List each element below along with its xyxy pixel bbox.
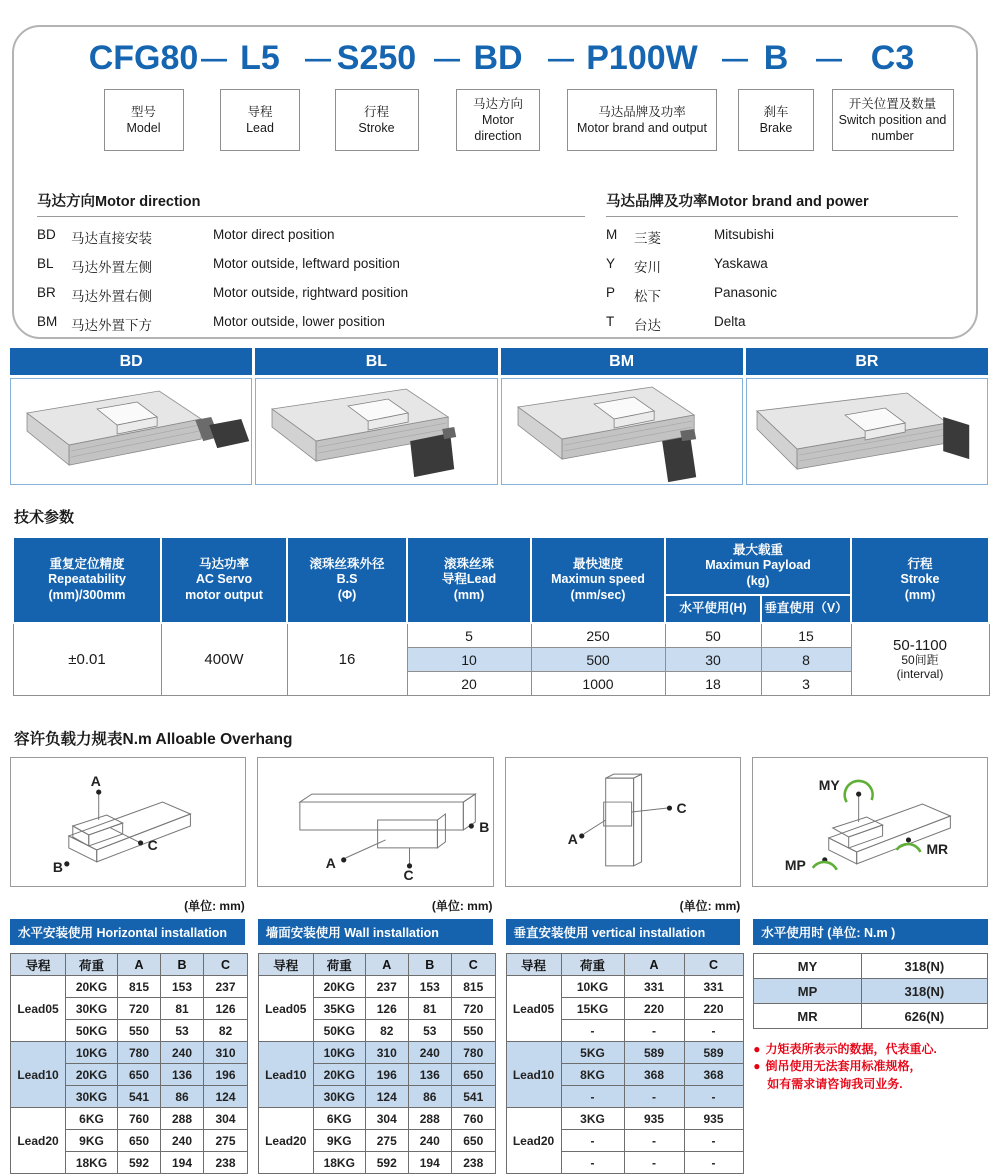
wall-install-column bbox=[258, 897, 493, 1174]
cell-moment-my: MY bbox=[754, 954, 862, 979]
cell: 196 bbox=[204, 1064, 248, 1086]
legend-zh: 行程 bbox=[363, 104, 389, 119]
cell: 126 bbox=[365, 998, 408, 1020]
brand-en: Mitsubishi bbox=[714, 227, 775, 242]
table-row bbox=[11, 1108, 248, 1130]
cell: 86 bbox=[408, 1086, 451, 1108]
unit-note: (单位: mm) bbox=[431, 899, 493, 913]
cell: 368 bbox=[624, 1064, 684, 1086]
model-dash: — bbox=[434, 43, 460, 73]
table-row bbox=[506, 1042, 743, 1064]
cell: 8KG bbox=[561, 1064, 624, 1086]
cell: 650 bbox=[451, 1130, 495, 1152]
brand-code: Y bbox=[606, 256, 616, 271]
lead-cell: Lead20 bbox=[11, 1108, 66, 1174]
overhang-diagram-vertical bbox=[505, 757, 741, 887]
cell: 650 bbox=[118, 1064, 161, 1086]
legend-zh: 马达方向 bbox=[472, 96, 523, 111]
cell: 541 bbox=[118, 1086, 161, 1108]
cell: - bbox=[684, 1086, 743, 1108]
legend-en: Motor brand and output bbox=[577, 121, 707, 135]
legend-box-lead bbox=[220, 89, 300, 151]
model-dash: — bbox=[816, 43, 842, 73]
diagram-label: C bbox=[403, 866, 414, 883]
bullet-icon: ● bbox=[753, 1059, 761, 1074]
cell: 720 bbox=[451, 998, 495, 1020]
cell: 550 bbox=[451, 1020, 495, 1042]
variant-bd bbox=[10, 348, 252, 485]
cell: 82 bbox=[204, 1020, 248, 1042]
table-row bbox=[11, 976, 248, 998]
cell: 35KG bbox=[313, 998, 365, 1020]
cell: 541 bbox=[451, 1086, 495, 1108]
cell-stroke: 50-1100 50间距 (interval) bbox=[851, 623, 989, 696]
model-part: C3 bbox=[870, 39, 915, 77]
wall-install-table bbox=[258, 953, 496, 1174]
lead-cell: Lead05 bbox=[11, 976, 66, 1042]
cell: 626(N) bbox=[861, 1004, 987, 1029]
brand-code: M bbox=[606, 227, 618, 242]
cell: 288 bbox=[161, 1108, 204, 1130]
cell: 220 bbox=[624, 998, 684, 1020]
vertical-install-column bbox=[506, 897, 741, 1174]
moment-table bbox=[753, 953, 988, 1029]
cell: 136 bbox=[161, 1064, 204, 1086]
cell: 50 bbox=[665, 623, 761, 648]
col-header: C bbox=[451, 954, 495, 976]
tech-specs-table bbox=[12, 536, 990, 696]
cell: 20KG bbox=[313, 976, 365, 998]
cell: 81 bbox=[161, 998, 204, 1020]
cell: 3KG bbox=[561, 1108, 624, 1130]
cell: 500 bbox=[531, 648, 665, 672]
cell: 53 bbox=[408, 1020, 451, 1042]
table-row bbox=[258, 1108, 495, 1130]
vertical-install-title: 垂直安装使用 vertical installation bbox=[506, 919, 741, 945]
table-row bbox=[11, 1042, 248, 1064]
brand-zh: 松下 bbox=[634, 289, 661, 304]
cell: 318(N) bbox=[861, 979, 987, 1004]
lead-cell: Lead05 bbox=[258, 976, 313, 1042]
cell: - bbox=[561, 1020, 624, 1042]
unit-note: (单位: mm) bbox=[679, 899, 741, 913]
cell: 194 bbox=[408, 1152, 451, 1174]
legend-en: Switch position and number bbox=[838, 112, 947, 144]
table-row bbox=[506, 1108, 743, 1130]
variant-header-bd: BD bbox=[10, 348, 252, 375]
brand-en: Panasonic bbox=[714, 285, 778, 300]
overhang-moments-icon bbox=[753, 758, 987, 886]
diagram-label: C bbox=[675, 800, 687, 817]
legend-box-motor-brand bbox=[567, 89, 717, 151]
cell: 82 bbox=[365, 1020, 408, 1042]
cell: - bbox=[684, 1130, 743, 1152]
model-dash: — bbox=[201, 43, 227, 73]
lead-cell: Lead10 bbox=[506, 1042, 561, 1108]
cell: 238 bbox=[451, 1152, 495, 1174]
cell: 15KG bbox=[561, 998, 624, 1020]
cell: - bbox=[561, 1130, 624, 1152]
cell: 126 bbox=[204, 998, 248, 1020]
cell: - bbox=[684, 1152, 743, 1174]
diagram-label: B bbox=[479, 818, 490, 835]
direction-en: Motor outside, lower position bbox=[213, 314, 385, 329]
col-header: 荷重 bbox=[313, 954, 365, 976]
model-part: L5 bbox=[240, 39, 280, 77]
cell: 304 bbox=[204, 1108, 248, 1130]
note-line: ● 倒吊使用无法套用标准规格， bbox=[753, 1058, 988, 1075]
cell: - bbox=[561, 1086, 624, 1108]
cell-moment-mr: MR bbox=[754, 1004, 862, 1029]
cell: 15 bbox=[761, 623, 851, 648]
motor-direction-title: 马达方向Motor direction bbox=[37, 190, 585, 217]
brand-zh: 安川 bbox=[634, 260, 661, 275]
table-row bbox=[506, 976, 743, 998]
legend-box-switch bbox=[832, 89, 954, 151]
table-row bbox=[258, 1042, 495, 1064]
overhang-diagram-wall bbox=[257, 757, 493, 887]
variant-bm bbox=[501, 348, 743, 485]
cell: 760 bbox=[451, 1108, 495, 1130]
cell: 9KG bbox=[313, 1130, 365, 1152]
legend-zh: 型号 bbox=[130, 104, 156, 119]
cell: 10KG bbox=[66, 1042, 118, 1064]
cell: 10 bbox=[407, 648, 531, 672]
cell: 780 bbox=[118, 1042, 161, 1064]
legend-en: Brake bbox=[759, 121, 793, 135]
model-dash: — bbox=[722, 43, 748, 73]
variant-br bbox=[746, 348, 988, 485]
tech-header-motor-output: 马达功率 AC Servo motor output bbox=[161, 537, 287, 623]
cell: 650 bbox=[451, 1064, 495, 1086]
variant-header-bm: BM bbox=[501, 348, 743, 375]
legend-box-stroke bbox=[335, 89, 419, 151]
tech-header-stroke: 行程 Stroke (mm) bbox=[851, 537, 989, 623]
wall-install-title: 墙面安装使用 Wall installation bbox=[258, 919, 493, 945]
direction-zh: 马达外置右侧 bbox=[71, 289, 152, 304]
direction-zh: 马达外置下方 bbox=[71, 318, 152, 333]
cell: 50KG bbox=[313, 1020, 365, 1042]
cell: 50KG bbox=[66, 1020, 118, 1042]
tech-subheader-horizontal: 水平使用(H) bbox=[665, 595, 761, 623]
table-row bbox=[258, 976, 495, 998]
overhang-section-title: 容许负载力规表N.m Alloable Overhang bbox=[14, 731, 293, 748]
actuator-render-br-icon bbox=[747, 379, 987, 484]
cell: 318(N) bbox=[861, 954, 987, 979]
diagram-label: MP bbox=[784, 856, 806, 873]
cell: 8 bbox=[761, 648, 851, 672]
model-code bbox=[86, 39, 952, 78]
direction-code: BR bbox=[37, 285, 56, 300]
cell: 240 bbox=[408, 1042, 451, 1064]
diagram-label: MY bbox=[818, 777, 840, 794]
cell-repeatability: ±0.01 bbox=[13, 623, 161, 696]
cell: 368 bbox=[684, 1064, 743, 1086]
cell: - bbox=[561, 1152, 624, 1174]
cell: 237 bbox=[365, 976, 408, 998]
overhang-vertical-icon bbox=[506, 758, 740, 886]
bullet-icon: ● bbox=[753, 1042, 761, 1056]
legend-en: Lead bbox=[246, 121, 274, 135]
legend-zh: 导程 bbox=[247, 104, 273, 119]
tech-row bbox=[13, 623, 989, 648]
actuator-image-bd bbox=[10, 378, 252, 485]
model-part: BD bbox=[473, 39, 523, 77]
note-line: 如有需求请咨询我司业务. bbox=[767, 1076, 903, 1091]
cell-ballscrew-od: 16 bbox=[287, 623, 407, 696]
tech-header-lead: 滚珠丝珠 导程Lead (mm) bbox=[407, 537, 531, 623]
col-header: C bbox=[204, 954, 248, 976]
legend-en: Model bbox=[126, 121, 161, 135]
model-part: S250 bbox=[336, 39, 417, 77]
cell: 275 bbox=[365, 1130, 408, 1152]
cell: 81 bbox=[408, 998, 451, 1020]
diagram-label: A bbox=[326, 854, 337, 871]
unit-note-empty bbox=[753, 897, 988, 915]
cell: 331 bbox=[684, 976, 743, 998]
legend-en: Stroke bbox=[358, 121, 395, 135]
direction-en: Motor direct position bbox=[213, 227, 335, 242]
cell: 196 bbox=[365, 1064, 408, 1086]
overhang-diagram-moments bbox=[752, 757, 988, 887]
actuator-render-bd-icon bbox=[11, 379, 251, 484]
cell: - bbox=[624, 1152, 684, 1174]
cell: 760 bbox=[118, 1108, 161, 1130]
cell: 5KG bbox=[561, 1042, 624, 1064]
tech-header-max-speed: 最快速度 Maximun speed (mm/sec) bbox=[531, 537, 665, 623]
direction-zh: 马达直接安装 bbox=[71, 231, 152, 246]
cell: 136 bbox=[408, 1064, 451, 1086]
direction-code: BM bbox=[37, 314, 58, 329]
horizontal-install-title: 水平安装使用 Horizontal installation bbox=[10, 919, 245, 945]
cell: 20KG bbox=[313, 1064, 365, 1086]
motor-brand-list bbox=[606, 190, 958, 334]
cell: 550 bbox=[118, 1020, 161, 1042]
moment-table-title: 水平使用时 (单位: N.m ) bbox=[753, 919, 988, 945]
brand-code: T bbox=[606, 314, 615, 329]
cell: 240 bbox=[161, 1042, 204, 1064]
cell: 238 bbox=[204, 1152, 248, 1174]
col-header: A bbox=[118, 954, 161, 976]
cell-motor-output: 400W bbox=[161, 623, 287, 696]
overhang-horizontal-icon bbox=[11, 758, 245, 886]
diagram-label: B bbox=[52, 858, 63, 875]
variant-bl bbox=[255, 348, 497, 485]
cell: 9KG bbox=[66, 1130, 118, 1152]
direction-en: Motor outside, leftward position bbox=[213, 256, 400, 271]
cell: 30KG bbox=[66, 998, 118, 1020]
cell: 20KG bbox=[66, 976, 118, 998]
direction-code: BD bbox=[37, 227, 56, 242]
variant-header-bl: BL bbox=[255, 348, 497, 375]
tech-header-max-payload: 最大载重 Maximun Payload (kg) bbox=[665, 537, 851, 595]
col-header: 荷重 bbox=[561, 954, 624, 976]
lead-cell: Lead20 bbox=[506, 1108, 561, 1174]
cell: 1000 bbox=[531, 672, 665, 696]
cell: 935 bbox=[624, 1108, 684, 1130]
tech-header-ballscrew-od: 滚珠丝珠外径 B.S (Φ) bbox=[287, 537, 407, 623]
cell: 86 bbox=[161, 1086, 204, 1108]
note-line: ● 力矩表所表示的数据，代表重心. bbox=[753, 1041, 988, 1058]
vertical-install-table bbox=[506, 953, 744, 1174]
lead-cell: Lead10 bbox=[258, 1042, 313, 1108]
cell: 153 bbox=[408, 976, 451, 998]
motor-direction-list bbox=[37, 190, 585, 334]
cell: 237 bbox=[204, 976, 248, 998]
tech-section-title: 技术参数 bbox=[14, 509, 75, 526]
cell: 240 bbox=[408, 1130, 451, 1152]
cell: 53 bbox=[161, 1020, 204, 1042]
diagram-label: A bbox=[90, 773, 101, 790]
model-dash: — bbox=[548, 43, 574, 73]
model-part: P100W bbox=[586, 39, 698, 77]
actuator-image-br bbox=[746, 378, 988, 485]
cell: 124 bbox=[204, 1086, 248, 1108]
col-header: A bbox=[365, 954, 408, 976]
cell: 288 bbox=[408, 1108, 451, 1130]
table-row bbox=[754, 979, 988, 1004]
cell: 6KG bbox=[66, 1108, 118, 1130]
cell: 18 bbox=[665, 672, 761, 696]
horizontal-install-table bbox=[10, 953, 248, 1174]
cell: 18KG bbox=[313, 1152, 365, 1174]
unit-note: (单位: mm) bbox=[184, 899, 245, 913]
direction-code: BL bbox=[37, 256, 54, 271]
cell: 592 bbox=[118, 1152, 161, 1174]
cell: 153 bbox=[161, 976, 204, 998]
brand-zh: 台达 bbox=[634, 318, 661, 333]
table-row bbox=[754, 1004, 988, 1029]
col-header: 导程 bbox=[506, 954, 561, 976]
cell: - bbox=[624, 1020, 684, 1042]
warning-notes bbox=[753, 1041, 988, 1093]
cell: 10KG bbox=[313, 1042, 365, 1064]
cell: 815 bbox=[118, 976, 161, 998]
legend-zh: 开关位置及数量 bbox=[848, 96, 937, 111]
legend-box-motor-direction bbox=[456, 89, 540, 151]
cell: 20 bbox=[407, 672, 531, 696]
cell: 304 bbox=[365, 1108, 408, 1130]
cell: 331 bbox=[624, 976, 684, 998]
col-header: 导程 bbox=[258, 954, 313, 976]
cell: 30KG bbox=[66, 1086, 118, 1108]
table-row bbox=[754, 954, 988, 979]
overhang-diagrams bbox=[10, 757, 988, 887]
lead-cell: Lead20 bbox=[258, 1108, 313, 1174]
cell: 3 bbox=[761, 672, 851, 696]
cell-moment-mp: MP bbox=[754, 979, 862, 1004]
cell: 5 bbox=[407, 623, 531, 648]
legend-zh: 马达品牌及功率 bbox=[598, 104, 686, 119]
cell: 589 bbox=[624, 1042, 684, 1064]
installation-tables bbox=[10, 897, 988, 1174]
diagram-label: C bbox=[147, 836, 158, 853]
cell: 275 bbox=[204, 1130, 248, 1152]
cell: 815 bbox=[451, 976, 495, 998]
cell: 220 bbox=[684, 998, 743, 1020]
cell: 780 bbox=[451, 1042, 495, 1064]
overhang-wall-icon bbox=[258, 758, 492, 886]
brand-en: Delta bbox=[714, 314, 746, 329]
cell: 240 bbox=[161, 1130, 204, 1152]
legend-box-brake bbox=[738, 89, 814, 151]
lead-cell: Lead10 bbox=[11, 1042, 66, 1108]
legend-zh: 刹车 bbox=[763, 104, 789, 119]
tech-subheader-vertical: 垂直使用（V） bbox=[761, 595, 851, 623]
col-header: 导程 bbox=[11, 954, 66, 976]
diagram-label: A bbox=[567, 830, 578, 847]
cell: 720 bbox=[118, 998, 161, 1020]
legend-box-model bbox=[104, 89, 184, 151]
model-code-section bbox=[12, 25, 978, 339]
cell: - bbox=[624, 1130, 684, 1152]
moment-column bbox=[753, 897, 988, 1174]
cell: - bbox=[684, 1020, 743, 1042]
lead-cell: Lead05 bbox=[506, 976, 561, 1042]
col-header: B bbox=[161, 954, 204, 976]
actuator-render-bl-icon bbox=[256, 379, 496, 484]
cell: 592 bbox=[365, 1152, 408, 1174]
direction-zh: 马达外置左侧 bbox=[71, 260, 152, 275]
model-legend-boxes bbox=[86, 89, 952, 151]
tech-header-repeatability: 重复定位精度 Repeatability (mm)/300mm bbox=[13, 537, 161, 623]
col-header: B bbox=[408, 954, 451, 976]
cell: - bbox=[624, 1086, 684, 1108]
col-header: 荷重 bbox=[66, 954, 118, 976]
col-header: C bbox=[684, 954, 743, 976]
cell: 310 bbox=[204, 1042, 248, 1064]
cell: 10KG bbox=[561, 976, 624, 998]
cell: 650 bbox=[118, 1130, 161, 1152]
cell: 935 bbox=[684, 1108, 743, 1130]
cell: 194 bbox=[161, 1152, 204, 1174]
cell: 589 bbox=[684, 1042, 743, 1064]
actuator-render-bm-icon bbox=[502, 379, 742, 484]
cell: 20KG bbox=[66, 1064, 118, 1086]
model-part: B bbox=[763, 39, 789, 77]
motor-brand-title: 马达品牌及功率Motor brand and power bbox=[606, 190, 958, 217]
overhang-diagram-horizontal bbox=[10, 757, 246, 887]
horizontal-install-column bbox=[10, 897, 245, 1174]
cell: 30KG bbox=[313, 1086, 365, 1108]
cell: 250 bbox=[531, 623, 665, 648]
legend-en: Motor direction bbox=[474, 112, 522, 144]
actuator-image-bm bbox=[501, 378, 743, 485]
variant-header-br: BR bbox=[746, 348, 988, 375]
cell: 124 bbox=[365, 1086, 408, 1108]
model-dash: — bbox=[305, 43, 331, 73]
cell: 310 bbox=[365, 1042, 408, 1064]
brand-zh: 三菱 bbox=[634, 231, 661, 246]
model-part: CFG80 bbox=[88, 39, 199, 77]
brand-en: Yaskawa bbox=[714, 256, 768, 271]
cell: 30 bbox=[665, 648, 761, 672]
cell: 18KG bbox=[66, 1152, 118, 1174]
diagram-label: MR bbox=[926, 840, 948, 857]
brand-code: P bbox=[606, 285, 616, 300]
direction-en: Motor outside, rightward position bbox=[213, 285, 409, 300]
cell: 6KG bbox=[313, 1108, 365, 1130]
variant-strip bbox=[10, 348, 988, 485]
actuator-image-bl bbox=[255, 378, 497, 485]
col-header: A bbox=[624, 954, 684, 976]
